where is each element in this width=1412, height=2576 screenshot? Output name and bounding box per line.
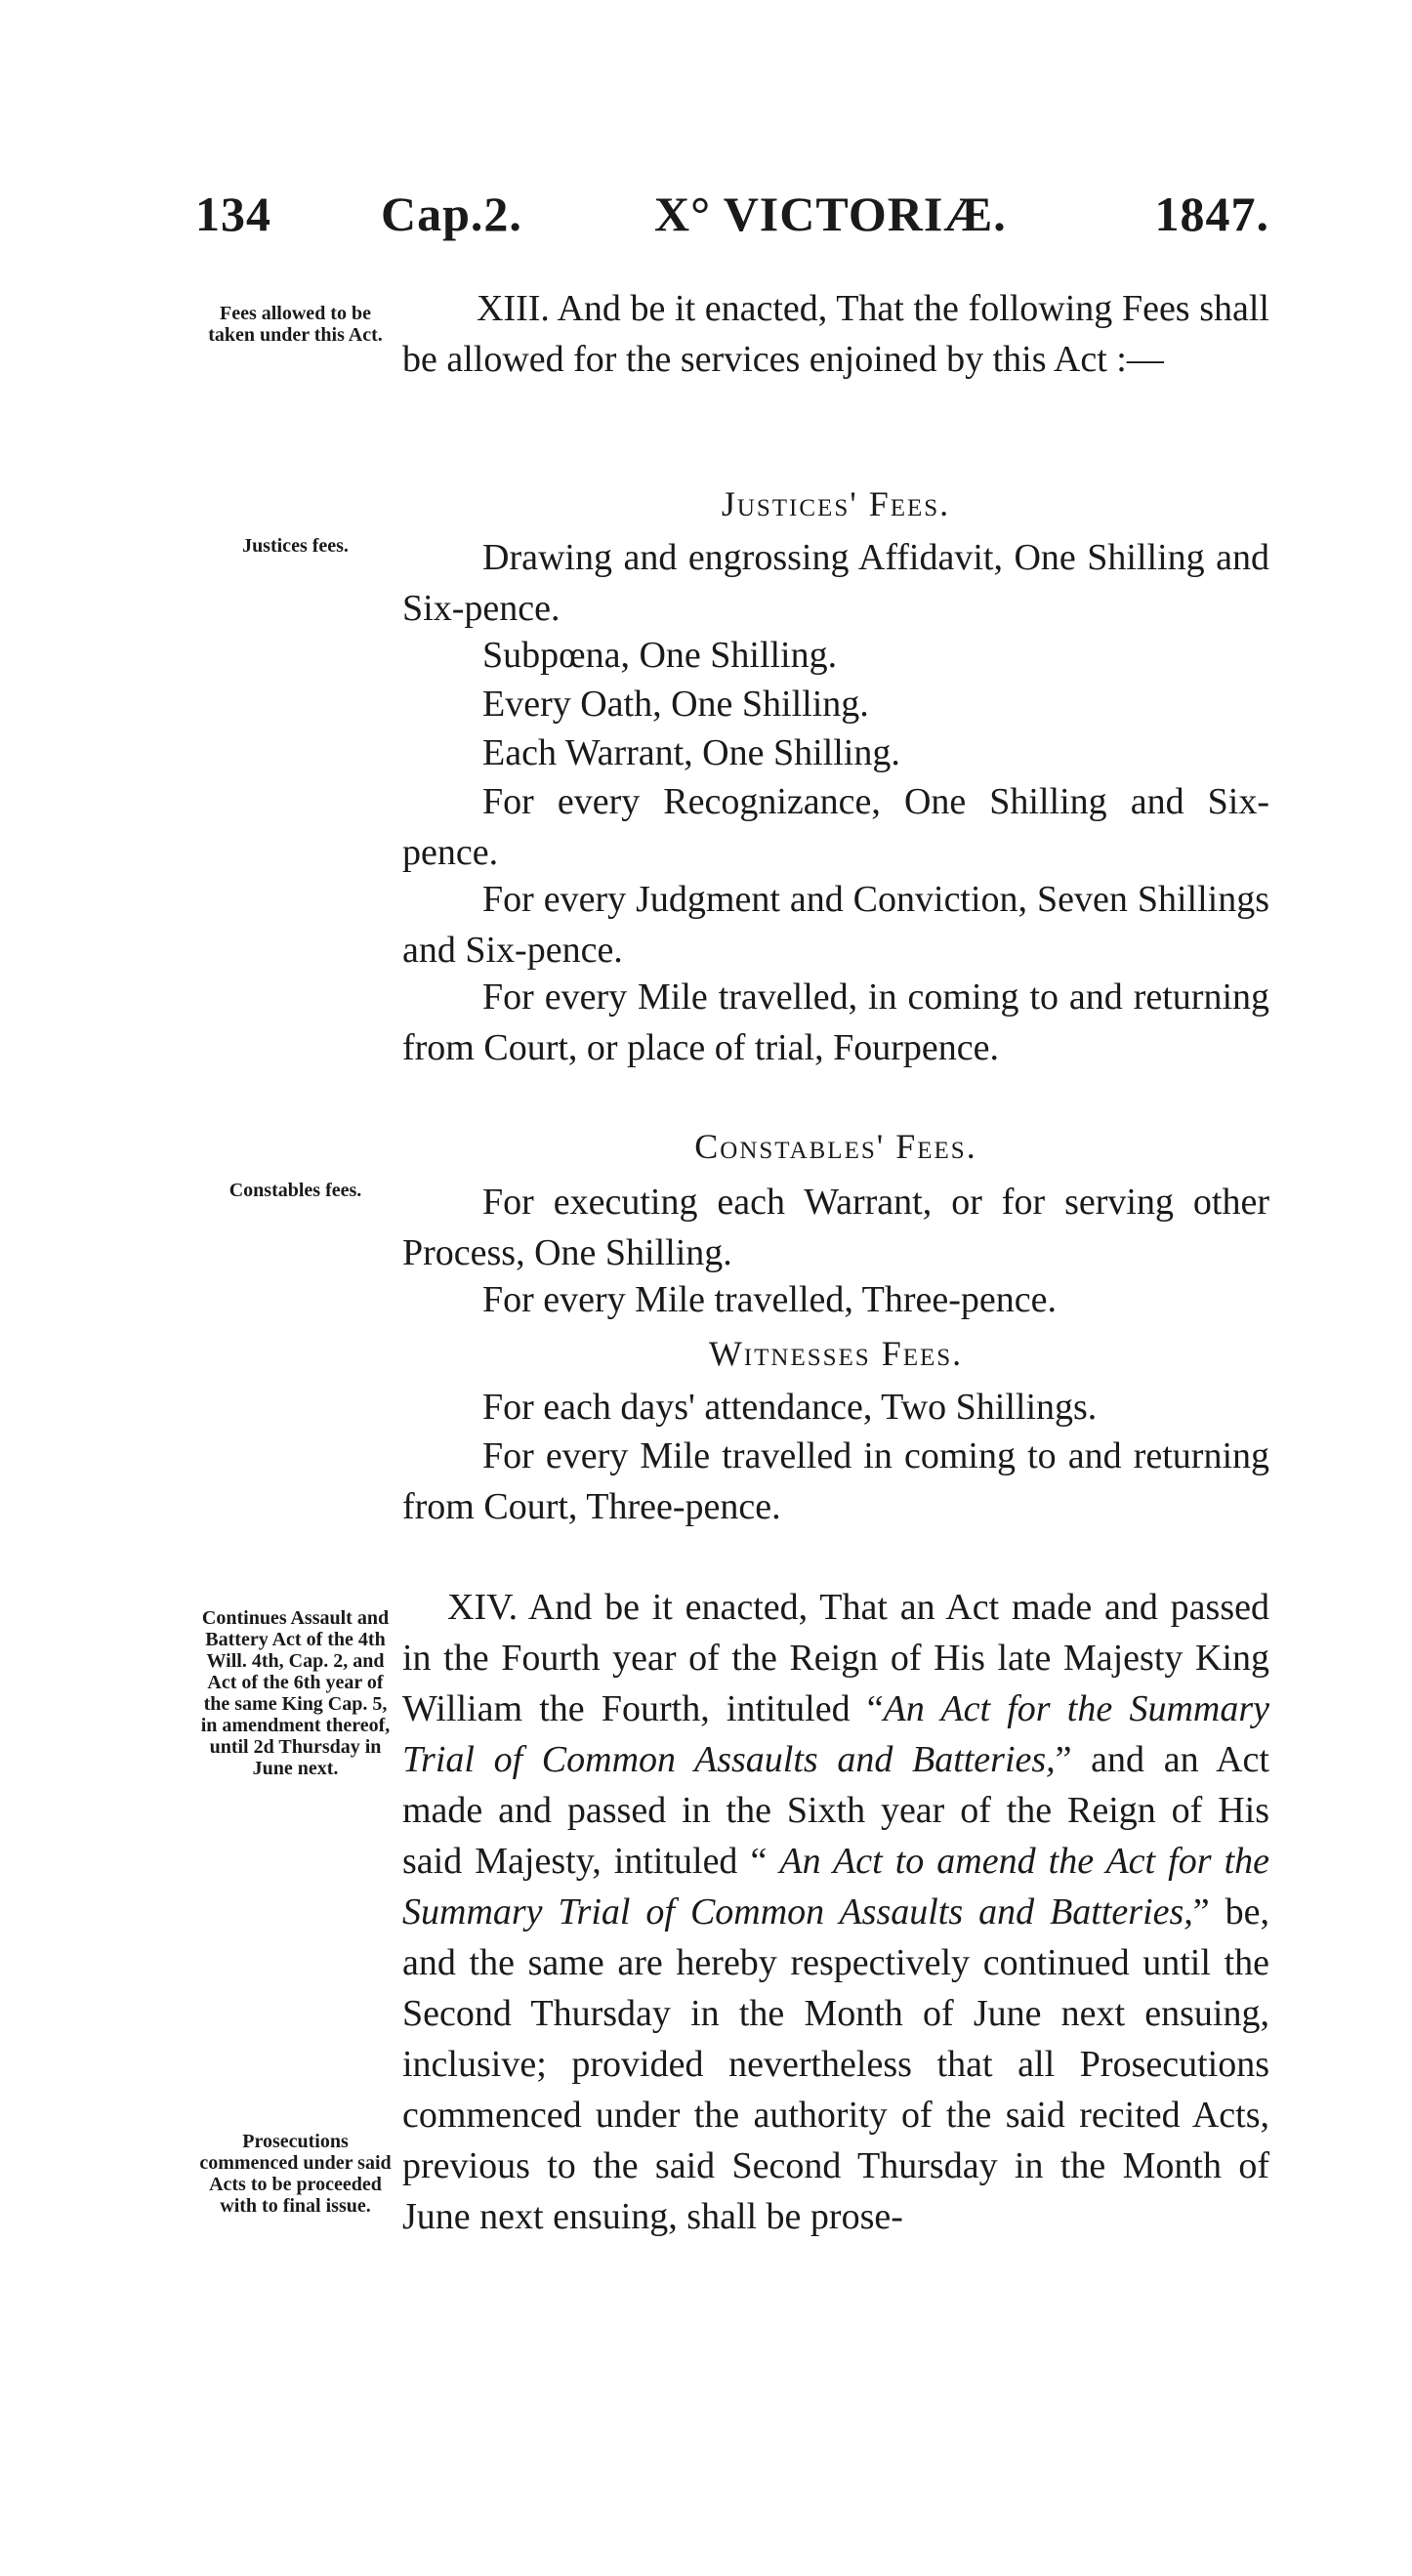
page-number: 134 xyxy=(195,187,271,241)
witnesses-fees-heading: Witnesses Fees. xyxy=(708,1334,964,1373)
justices-fee-item: Subpœna, One Shilling. xyxy=(482,635,838,676)
running-header xyxy=(195,186,1269,244)
justices-fee-item: For every Mile travelled, in coming to and returning from Court, or place of trial, Fourpence. xyxy=(402,976,1269,1068)
witnesses-fee-item: For every Mile travelled in coming to and returning from Court, Three-pence. xyxy=(402,1435,1269,1527)
margin-note-prosecutions: Prosecutions commenced under said Acts to be proceeded with to final issue. xyxy=(199,2131,392,2217)
margin-note-continues-act: Continues Assault and Battery Act of the 4th Will. 4th, Cap. 2, and Act of the 6th year of the same King Cap. 5, in amendment thereof, until 2d Thursday in June next. xyxy=(200,1607,391,1779)
section-14-part-1: XIV. And be it enacted, That an Act made and passed in the Fourth year of the Reign of His late Majesty King William the Fourth, intituled “ xyxy=(402,1587,1269,1729)
justices-fee-item: For every Recognizance, One Shilling and Six-pence. xyxy=(402,781,1269,873)
margin-note-justices-fees: Justices fees. xyxy=(242,535,349,557)
section-13-text: XIII. And be it enacted, That the following Fees shall be allowed for the services enjoined by this Act :— xyxy=(402,288,1269,380)
reign-label: X° VICTORIÆ. xyxy=(654,187,1007,241)
witnesses-fee-item: For each days' attendance, Two Shillings. xyxy=(482,1387,1098,1428)
constables-fee-item: For every Mile travelled, Three-pence. xyxy=(482,1279,1058,1320)
act-title-amend: An Act to amend the Act for the Summary Trial of Common Assaults and Batteries, xyxy=(402,1841,1269,1932)
act-title-summary-trial: An Act for the Summary Trial of Common Assaults and Batteries, xyxy=(402,1688,1269,1780)
year-label: 1847. xyxy=(1154,187,1269,241)
justices-fee-item: Drawing and engrossing Affidavit, One Shilling and Six-pence. xyxy=(402,537,1269,629)
chapter-label: Cap.2. xyxy=(381,187,522,241)
justices-fee-item: Each Warrant, One Shilling. xyxy=(482,732,900,773)
justices-fees-heading: Justices' Fees. xyxy=(721,484,951,523)
margin-note-fees-allowed: Fees allowed to be taken under this Act. xyxy=(208,303,383,346)
section-14-text xyxy=(402,1582,1269,2242)
justices-fee-item: Every Oath, One Shilling. xyxy=(482,684,869,725)
justices-fee-item: For every Judgment and Conviction, Seven Shillings and Six-pence. xyxy=(402,879,1269,971)
section-14-part-2: ” and an Act made and passed in the Sixth year of the Reign of His said Majesty, intituled “ xyxy=(402,1739,1269,1882)
section-14-part-3: ” be, and the same are hereby respectively continued until the Second Thursday in the Month of June next ensuing, inclusive; provided nevertheless that all Prosecutions commenced under the authority of the said recited Acts, previous to the said Second Thursday in the Month of June next ensuing, shall be prose- xyxy=(402,1891,1270,2237)
constables-fee-item: For executing each Warrant, or for serving other Process, One Shilling. xyxy=(402,1182,1269,1273)
constables-fees-heading: Constables' Fees. xyxy=(694,1127,977,1166)
margin-note-constables-fees: Constables fees. xyxy=(228,1180,362,1201)
